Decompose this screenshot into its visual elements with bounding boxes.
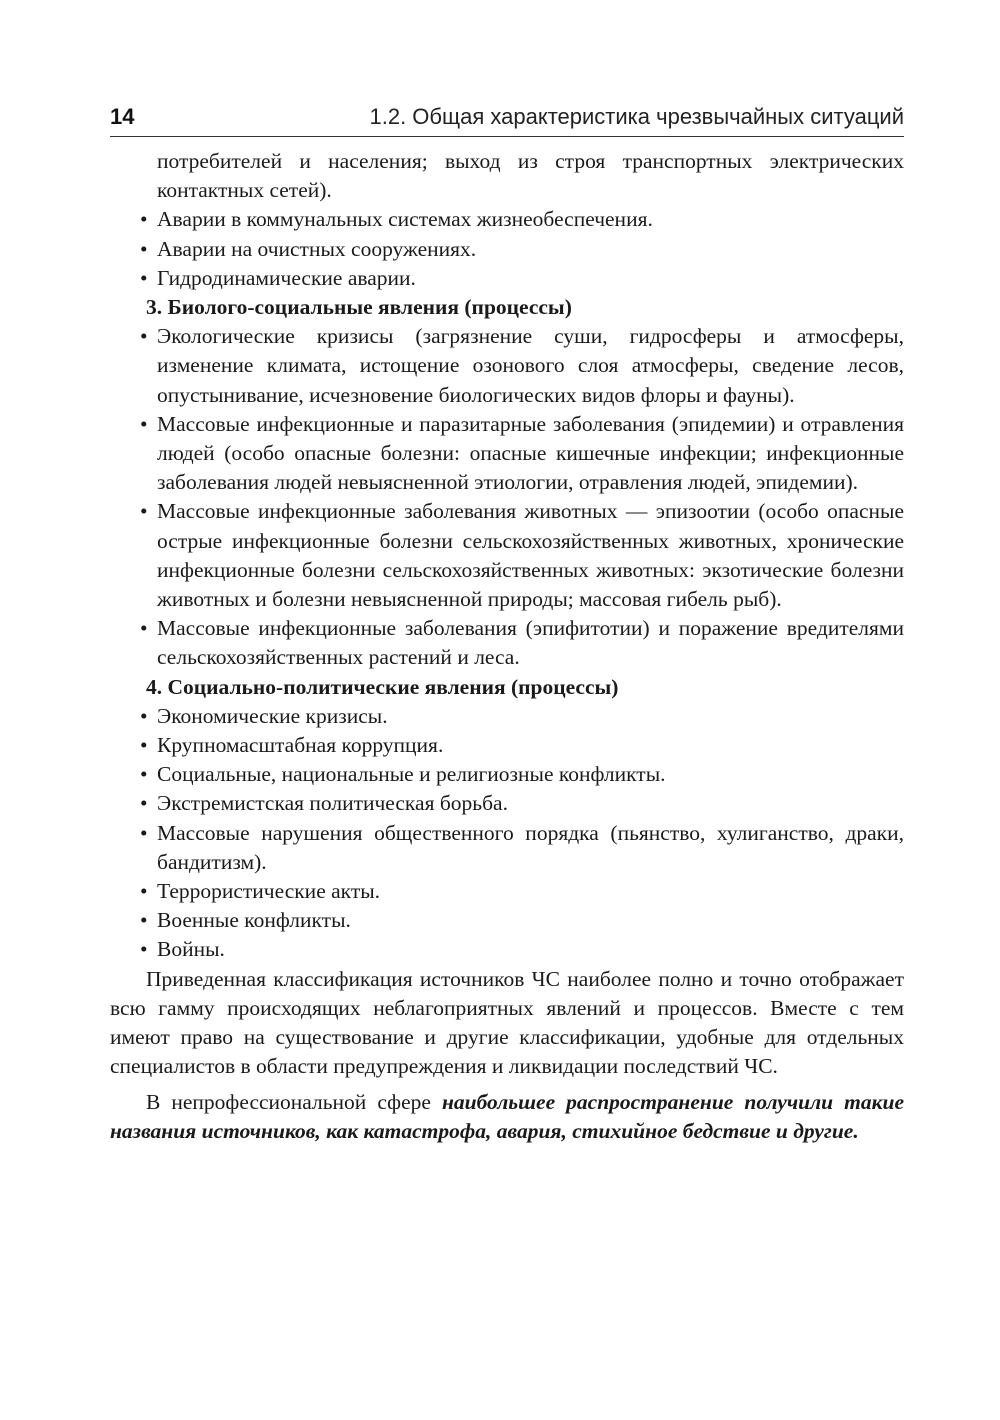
list-item — [110, 731, 904, 760]
list-item — [110, 614, 904, 672]
list-item — [110, 497, 904, 614]
bullet-icon: • — [140, 499, 148, 524]
bullet-icon: • — [140, 616, 148, 641]
list-item — [110, 264, 904, 293]
bullet-icon: • — [140, 411, 148, 436]
list-item — [110, 235, 904, 264]
list-item-text: Социальные, национальные и религиозные конфликты. — [157, 762, 666, 787]
list-item-text: Массовые инфекционные заболевания (эпифитотии) и поражение вредителями сельскохозяйственных растений и леса. — [157, 616, 904, 670]
bullet-icon: • — [140, 820, 148, 845]
running-title: 1.2. Общая характеристика чрезвычайных ситуаций — [369, 104, 904, 129]
paragraph-nonprofessional — [110, 1088, 904, 1146]
bullet-icon: • — [140, 703, 148, 728]
page-header — [110, 100, 904, 137]
list-item-text: Экологические кризисы (загрязнение суши, гидросферы и атмосферы, изменение климата, истощение озонового слоя атмосферы, сведение лесов, опустынивание, исчезновение биологических видов флоры и фауны). — [157, 324, 904, 407]
list-item — [110, 935, 904, 964]
bullet-icon: • — [140, 265, 148, 290]
section-heading-3: 3. Биолого-социальные явления (процессы) — [146, 295, 572, 320]
list-item — [110, 819, 904, 877]
bullet-icon: • — [140, 879, 148, 904]
list-item — [110, 877, 904, 906]
list-item-text: Массовые нарушения общественного порядка (пьянство, хулиганство, драки, бандитизм). — [157, 820, 904, 874]
page-body — [110, 147, 904, 1146]
bullet-icon: • — [140, 207, 148, 232]
list-item-text: Гидродинамические аварии. — [157, 265, 416, 290]
list-item-text: Массовые инфекционные и паразитарные заболевания (эпидемии) и отравления людей (особо опасные болезни: опасные кишечные инфекции; инфекционные заболевания людей невыясненной этиологии, отравления людей, эпидемии). — [157, 411, 904, 495]
group2-list — [110, 205, 904, 293]
list-item-text: Массовые инфекционные заболевания животных — эпизоотии (особо опасные острые инфекционные болезни сельскохозяйственных животных, хронические инфекционные болезни сельскохозяйственных животных: экзотические болезни животных и болезни невыясненной природы; массовая гибель рыб). — [157, 499, 904, 612]
continuation-text: потребителей и населения; выход из строя транспортных электрических контактных сетей). — [157, 149, 904, 203]
bullet-icon: • — [140, 236, 148, 261]
list-item-text: Военные конфликты. — [157, 908, 351, 933]
list-item — [110, 760, 904, 789]
paragraph-lead: В непрофессиональной сфере — [146, 1089, 442, 1114]
list-item — [110, 410, 904, 498]
bullet-icon: • — [140, 791, 148, 816]
list-item-text: Войны. — [157, 937, 225, 962]
paragraph-classification: Приведенная классификация источников ЧС наиболее полно и точно отображает всю гамму происходящих неблагоприятных явлений и процессов. Вместе с тем имеют право на существование и другие классификации, удобные для отдельных специалистов в области предупреждения и ликвидации последствий ЧС. — [110, 966, 904, 1079]
list-item — [110, 322, 904, 410]
list-item-text: Экономические кризисы. — [157, 703, 388, 728]
list-item — [110, 789, 904, 818]
list-item-text: Экстремистская политическая борьба. — [157, 791, 508, 816]
bullet-icon: • — [140, 733, 148, 758]
group3-list — [110, 322, 904, 672]
list-item — [110, 205, 904, 234]
list-item-text: Крупномасштабная коррупция. — [157, 733, 444, 758]
bullet-icon: • — [140, 324, 148, 349]
bullet-icon: • — [140, 762, 148, 787]
page-number: 14 — [110, 104, 135, 129]
bullet-icon: • — [140, 937, 148, 962]
bullet-icon: • — [140, 908, 148, 933]
paragraph-emphasis: наибольшее распространение получили такие названия источников, как катастрофа, авария, стихийное бедствие и другие. — [110, 1089, 904, 1143]
list-item-text: Аварии на очистных сооружениях. — [157, 236, 477, 261]
group4-list — [110, 702, 904, 965]
list-item — [110, 906, 904, 935]
list-item-text: Аварии в коммунальных системах жизнеобеспечения. — [157, 207, 653, 232]
list-item-text: Террористические акты. — [157, 879, 381, 904]
list-item — [110, 702, 904, 731]
section-heading-4: 4. Социально-политические явления (процессы) — [146, 674, 619, 699]
